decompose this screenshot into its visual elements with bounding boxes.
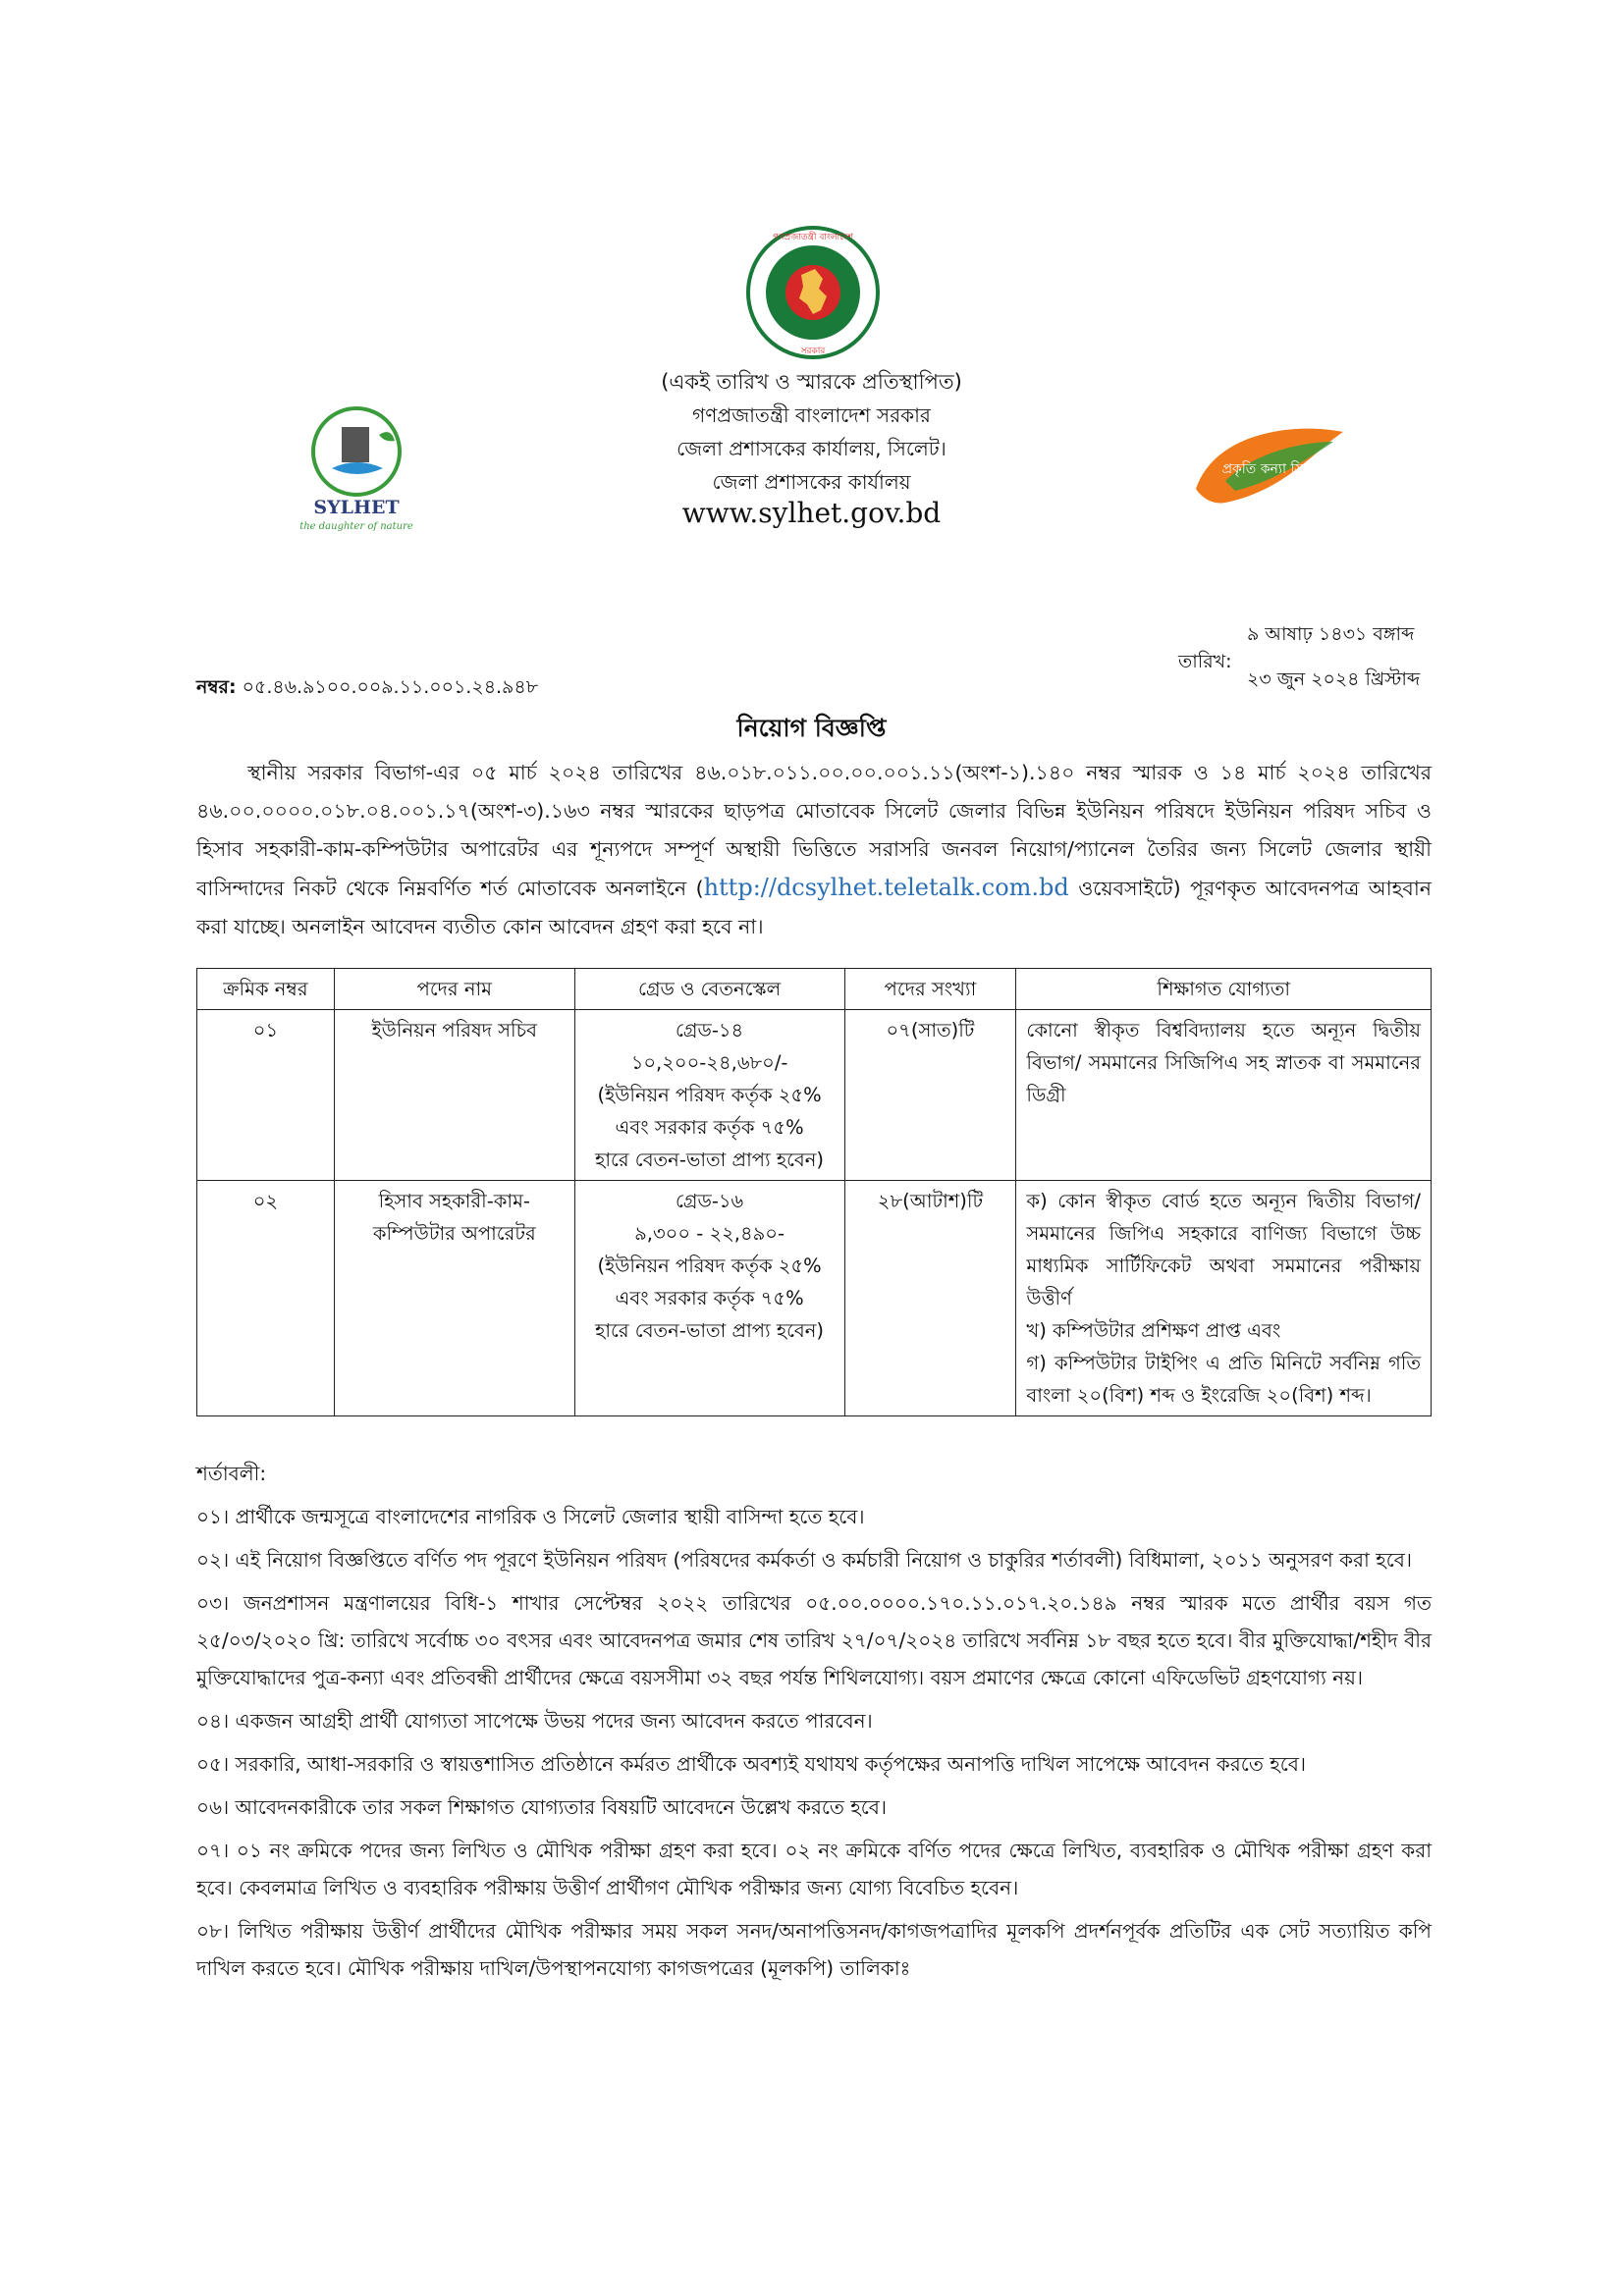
conditions-section — [196, 1455, 1432, 1993]
government-name: গণপ্রজাতন্ত্রী বাংলাদেশ সরকার — [692, 403, 931, 427]
condition-item: ০১। প্রার্থীকে জন্মসূত্রে বাংলাদেশের নাগরিক ও সিলেট জেলার স্থায়ী বাসিন্দা হতে হবে। — [196, 1505, 865, 1528]
website-link[interactable]: www.sylhet.gov.bd — [681, 497, 942, 529]
grade-line: এবং সরকার কর্তৃক ৭৫% — [615, 1116, 804, 1139]
intro-text-before: স্থানীয় সরকার বিভাগ-এর ০৫ মার্চ ২০২৪ তারিখের ৪৬.০১৮.০১১.০০.০০.০০১.১১(অংশ-১).১৪০ নম্বর স্মারক ও ১৪ মার্চ ২০২৪ তারিখের ৪৬.০০.০০০০.০১৮.০৪.০০১.১৭(অংশ-৩).১৬৩ নম্বর স্মারকের ছাড়পত্র মোতাবেক সিলেট জেলার বিভিন্ন ইউনিয়ন পরিষদে ইউনিয়ন পরিষদ সচিব ও হিসাব সহকারী-কাম-কম্পিউটার অপারেটর এর শূন্যপদে সম্পূর্ণ অস্থায়ী ভিত্তিতে সরাসরি জনবল নিয়োগ/প্যানেল তৈরির জন্য সিলেট জেলার স্থায়ী বাসিন্দাদের নিকট থেকে নিম্নবর্ণিত শর্ত মোতাবেক অনলাইনে ( — [196, 761, 1432, 900]
grade-line: গ্রেড-১৬ — [675, 1190, 744, 1212]
grade-line: হারে বেতন-ভাতা প্রাপ্য হবেন) — [595, 1319, 825, 1342]
row-qualification — [1016, 1010, 1432, 1181]
row-post: হিসাব সহকারী-কাম-কম্পিউটার অপারেটর — [334, 1181, 574, 1416]
header-count: পদের সংখ্যা — [844, 969, 1016, 1010]
row-count: ০৭(সাত)টি — [844, 1010, 1016, 1181]
sylhet-logo-title: SYLHET — [313, 497, 400, 518]
grade-line: (ইউনিয়ন পরিষদ কর্তৃক ২৫% — [597, 1255, 822, 1277]
seal-bottom-text: সরকার — [800, 347, 826, 356]
intro-text-after: ওয়েবসাইটে) পূরণকৃত আবেদনপত্র আহবান করা যাচ্ছে। অনলাইন আবেদন ব্যতীত কোন আবেদন গ্রহণ করা হবে না। — [196, 877, 1433, 938]
date-label: তারিখ: — [1178, 651, 1232, 672]
header-grade: গ্রেড ও বেতনস্কেল — [574, 969, 844, 1010]
condition-item: ০২। এই নিয়োগ বিজ্ঞপ্তিতে বর্ণিত পদ পূরণে ইউনিয়ন পরিষদ (পরিষদের কর্মকর্তা ও কর্মচারী নিয়োগ ও চাকুরির শর্তাবলী) বিধিমালা, ২০১১ অনুসরণ করা হবে। — [196, 1548, 1413, 1572]
page-title: নিয়োগ বিজ্ঞপ্তি — [736, 714, 887, 742]
table-header-row — [197, 969, 1432, 1010]
seal-top-text: গণপ্রজাতন্ত্রী বাংলাদেশ — [773, 233, 853, 242]
condition-item: ০৬। আবেদনকারীকে তার সকল শিক্ষাগত যোগ্যতার বিষয়টি আবেদনে উল্লেখ করতে হবে। — [196, 1795, 888, 1819]
grade-line: গ্রেড-১৪ — [675, 1019, 744, 1041]
application-website-link[interactable]: http://dcsylhet.teletalk.com.bd — [703, 874, 1069, 901]
government-seal-icon — [744, 224, 882, 361]
condition-item: ০৭। ০১ নং ক্রমিকে পদের জন্য লিখিত ও মৌখিক পরীক্ষা গ্রহণ করা হবে। ০২ নং ক্রমিকে বর্ণিত পদের ক্ষেত্রে লিখিত, ব্যবহারিক ও মৌখিক পরীক্ষা গ্রহণ করা হবে। কেবলমাত্র লিখিত ও ব্যবহারিক পরীক্ষায় উত্তীর্ণ প্রার্থীগণ মৌখিক পরীক্ষার জন্য যোগ্য বিবেচিত হবেন। — [196, 1839, 1432, 1899]
grade-line: ১০,২০০-২৪,৬৮০/- — [630, 1051, 788, 1074]
vacancy-table — [196, 968, 1432, 1416]
grade-line: ৯,৩০০ - ২২,৪৯০- — [634, 1222, 785, 1245]
header-serial: ক্রমিক নম্বর — [197, 969, 335, 1010]
brand-logo-text: প্রকৃতি কন্যা সিলেট — [1221, 461, 1327, 477]
condition-item: ০৪। একজন আগ্রহী প্রার্থী যোগ্যতা সাপেক্ষে উভয় পদের জন্য আবেদন করতে পারবেন। — [196, 1709, 873, 1733]
header-post: পদের নাম — [334, 969, 574, 1010]
office-name: জেলা প্রশাসকের কার্যালয়, সিলেট। — [676, 437, 947, 460]
grade-line: এবং সরকার কর্তৃক ৭৫% — [615, 1287, 804, 1309]
grade-line: (ইউনিয়ন পরিষদ কর্তৃক ২৫% — [597, 1084, 822, 1106]
memo-label: নম্বর: — [196, 676, 237, 698]
table-row — [197, 1181, 1432, 1416]
office-name-2: জেলা প্রশাসকের কার্যালয় — [712, 470, 911, 494]
row-serial: ০১ — [197, 1010, 335, 1181]
row-grade — [574, 1181, 844, 1416]
row-grade — [574, 1010, 844, 1181]
row-count: ২৮(আটাশ)টি — [844, 1181, 1016, 1416]
memo-number-line — [196, 673, 538, 705]
condition-item: ০৩। জনপ্রশাসন মন্ত্রণালয়ের বিধি-১ শাখার সেপ্টেম্বর ২০২২ তারিখের ০৫.০০.০০০০.১৭০.১১.০১৭.২০.১৪৯ নম্বর স্মারক মতে প্রার্থীর বয়স গত ২৫/০৩/২০২০ খ্রি: তারিখে সর্বোচ্চ ৩০ বৎসর এবং আবেদনপত্র জমার শেষ তারিখ ২৭/০৭/২০২৪ তারিখে সর্বনিম্ন ১৮ বছর হতে হবে। বীর মুক্তিযোদ্ধা/শহীদ বীর মুক্তিযোদ্ধাদের পুত্র-কন্যা এবং প্রতিবন্ধী প্রার্থীদের ক্ষেত্রে বয়সসীমা ৩২ বছর পর্যন্ত শিথিলযোগ্য। বয়স প্রমাণের ক্ষেত্রে কোনো এফিডেভিট গ্রহণযোগ্য নয়। — [196, 1591, 1432, 1689]
date-english: ২৩ জুন ২০২৪ খ্রিস্টাব্দ — [1247, 668, 1421, 690]
header-qualification: শিক্ষাগত যোগ্যতা — [1016, 969, 1432, 1010]
condition-item: ০৮। লিখিত পরীক্ষায় উত্তীর্ণ প্রার্থীদের মৌখিক পরীক্ষার সময় সকল সনদ/অনাপত্তিসনদ/কাগজপত্রাদির মূলকপি প্রদর্শনপূর্বক প্রতিটির এক সেট সত্যায়িত কপি দাখিল করতে হবে। মৌখিক পরীক্ষায় দাখিল/উপস্থাপনযোগ্য কাগজপত্রের (মূলকপি) তালিকাঃ — [196, 1919, 1432, 1980]
conditions-heading: শর্তাবলী: — [196, 1462, 267, 1485]
date-bangla: ৯ আষাঢ় ১৪৩১ বঙ্গাব্দ — [1247, 623, 1415, 645]
qualification-line: গ) কম্পিউটার টাইপিং এ প্রতি মিনিটে সর্বনিম্ন গতি বাংলা ২০(বিশ) শব্দ ও ইংরেজি ২০(বিশ) শব্দ। — [1026, 1352, 1421, 1407]
table-row — [197, 1010, 1432, 1181]
row-qualification — [1016, 1181, 1432, 1416]
qualification-line: কোনো স্বীকৃত বিশ্ববিদ্যালয় হতে অন্যূন দ্বিতীয় বিভাগ/ সমমানের সিজিপিএ সহ স্নাতক বা সমমানের ডিগ্রী — [1026, 1019, 1421, 1106]
intro-paragraph — [196, 754, 1432, 946]
grade-line: হারে বেতন-ভাতা প্রাপ্য হবেন) — [595, 1148, 825, 1171]
qualification-line: ক) কোন স্বীকৃত বোর্ড হতে অন্যূন দ্বিতীয় বিভাগ/সমমানের জিপিএ সহকারে বাণিজ্য বিভাগে উচ্চ মাধ্যমিক সার্টিফিকেট অথবা সমমানের পরীক্ষায় উত্তীর্ণ — [1026, 1190, 1421, 1309]
row-post: ইউনিয়ন পরিষদ সচিব — [334, 1010, 574, 1181]
row-serial: ০২ — [197, 1181, 335, 1416]
replacement-note: (একই তারিখ ও স্মারকে প্রতিস্থাপিত) — [661, 370, 962, 394]
sylhet-logo-subtitle: the daughter of nature — [299, 521, 413, 532]
condition-item: ০৫। সরকারি, আধা-সরকারি ও স্বায়ত্তশাসিত প্রতিষ্ঠানে কর্মরত প্রার্থীকে অবশ্যই যথাযথ কর্তৃপক্ষের অনাপত্তি দাখিল সাপেক্ষে আবেদন করতে হবে। — [196, 1752, 1307, 1776]
memo-number: ০৫.৪৬.৯১০০.০০৯.১১.০০১.২৪.৯৪৮ — [242, 676, 539, 698]
qualification-line: খ) কম্পিউটার প্রশিক্ষণ প্রাপ্ত এবং — [1026, 1319, 1281, 1342]
